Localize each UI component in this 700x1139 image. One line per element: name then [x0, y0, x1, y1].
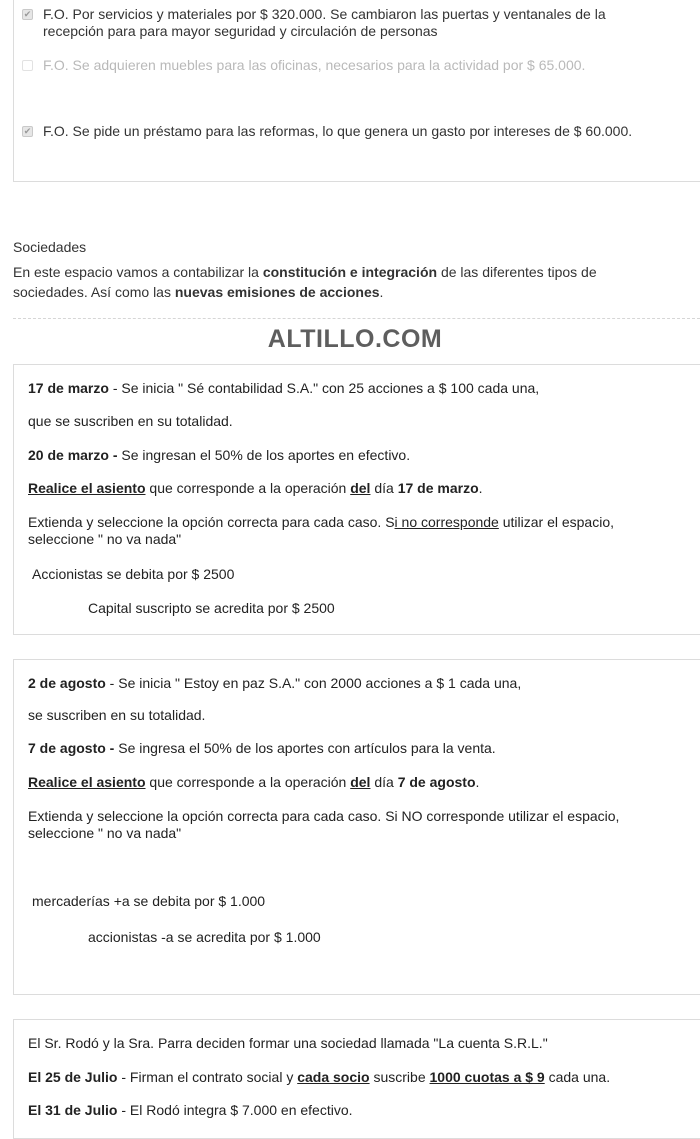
ex1-instruction: Realice el asiento que corresponde a la operación del día 17 de marzo.	[28, 480, 483, 496]
section-description: En este espacio vamos a contabilizar la constitución e integración de las diferentes tipos de sociedades. Así como las nuevas emisiones de acciones.	[13, 264, 597, 300]
checkbox-checked-icon[interactable]: ✔	[23, 126, 32, 136]
exercise-card-1	[13, 364, 700, 635]
checklist-item-label: F.O. Se adquieren muebles para las oficinas, necesarios para la actividad por $ 65.000.	[43, 57, 586, 73]
ex1-line-3: 20 de marzo - Se ingresan el 50% de los aportes en efectivo.	[28, 447, 411, 463]
checkbox-unchecked-icon[interactable]	[22, 60, 33, 71]
ex2-entry-debit[interactable]: mercaderías +a se debita por $ 1.000	[32, 893, 266, 909]
ex2-entry-credit[interactable]: accionistas -a se acredita por $ 1.000	[88, 929, 321, 945]
ex1-line-1: 17 de marzo - Se inicia " Sé contabilidad S.A." con 25 acciones a $ 100 cada una,	[28, 380, 540, 396]
checkbox-checked-icon[interactable]: ✔	[23, 9, 32, 19]
section-title: Sociedades	[13, 239, 87, 255]
checklist-item-label: F.O. Por servicios y materiales por $ 320.000. Se cambiaron las puertas y ventanales de la recepción para para mayor seguridad y circulación de personas	[43, 6, 606, 39]
ex2-select-instruction: Extienda y seleccione la opción correcta para cada caso. Si NO corresponde utilizar el espacio, seleccione " no va nada"	[28, 808, 620, 841]
ex3-line-3: El 31 de Julio - El Rodó integra $ 7.000 en efectivo.	[28, 1102, 353, 1118]
ex1-entry-credit[interactable]: Capital suscripto se acredita por $ 2500	[88, 600, 335, 616]
ex1-entry-debit[interactable]: Accionistas se debita por $ 2500	[32, 566, 235, 582]
ex1-line-2: que se suscriben en su totalidad.	[28, 413, 233, 429]
ex2-line-3: 7 de agosto - Se ingresa el 50% de los aportes con artículos para la venta.	[28, 740, 496, 756]
checklist-item[interactable]	[22, 6, 653, 40]
ex2-line-1: 2 de agosto - Se inicia " Estoy en paz S.A." con 2000 acciones a $ 1 cada una,	[28, 675, 522, 691]
ex2-instruction: Realice el asiento que corresponde a la operación del día 7 de agosto.	[28, 774, 480, 790]
ex3-line-2: El 25 de Julio - Firman el contrato social y cada socio suscribe 1000 cuotas a $ 9 cada una.	[28, 1069, 611, 1085]
ex1-select-instruction: Extienda y seleccione la opción correcta para cada caso. Si no corresponde utilizar el espacio, seleccione " no va nada"	[28, 514, 615, 547]
checklist-item-label: F.O. Se pide un préstamo para las reformas, lo que genera un gasto por intereses de $ 60.000.	[43, 123, 633, 139]
dashed-divider	[13, 318, 700, 319]
checklist-item[interactable]	[22, 57, 653, 74]
ex2-line-2: se suscriben en su totalidad.	[28, 707, 206, 723]
ex3-line-1: El Sr. Rodó y la Sra. Parra deciden formar una sociedad llamada "La cuenta S.R.L."	[28, 1035, 548, 1051]
watermark-logo: ALTILLO.COM	[267, 325, 443, 353]
checklist-item[interactable]	[22, 123, 653, 140]
